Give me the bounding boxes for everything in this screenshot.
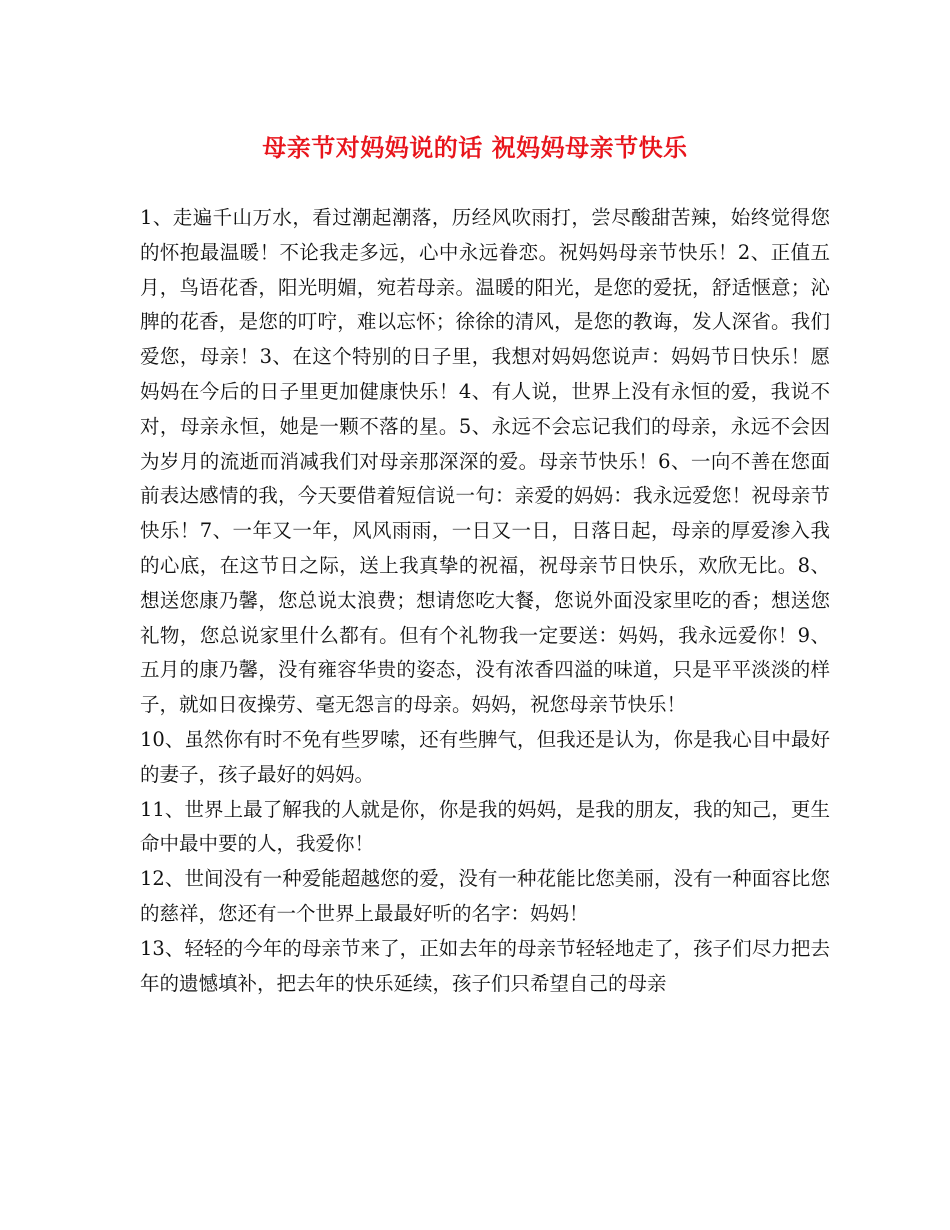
document-title: 母亲节对妈妈说的话 祝妈妈母亲节快乐	[262, 133, 688, 162]
paragraph-11: 11、世界上最了解我的人就是你，你是我的妈妈，是我的朋友，我的知己，更生命中最中要的人，我爱你！	[140, 797, 830, 856]
paragraph-12: 12、世间没有一种爱能超越您的爱，没有一种花能比您美丽，没有一种面容比您的慈祥，您还有一个世界上最最好听的名字：妈妈！	[140, 867, 830, 925]
paragraph-13: 13、轻轻的今年的母亲节来了，正如去年的母亲节轻轻地走了，孩子们尽力把去年的遗憾填补，把去年的快乐延续，孩子们只希望自己的母亲	[140, 936, 830, 995]
paragraph-10: 10、虽然你有时不免有些罗嗦，还有些脾气，但我还是认为，你是我心目中最好的妻子，孩子最好的妈妈。	[140, 727, 830, 786]
paragraph-1: 1、走遍千山万水，看过潮起潮落，历经风吹雨打，尝尽酸甜苦辣，始终觉得您的怀抱最温暖！不论我走多远，心中永远眷恋。祝妈妈母亲节快乐！2、正值五月，鸟语花香，阳光明媚，宛若母亲。温暖的阳光，是您的爱抚，舒适惬意；沁脾的花香，是您的叮咛，难以忘怀；徐徐的清风，是您的教诲，发人深省。我们爱您，母亲！3、在这个特别的日子里，我想对妈妈您说声：妈妈节日快乐！愿妈妈在今后的日子里更加健康快乐！4、有人说，世界上没有永恒的爱，我说不对，母亲永恒，她是一颗不落的星。5、永远不会忘记我们的母亲，永远不会因为岁月的流逝而消减我们对母亲那深深的爱。母亲节快乐！6、一向不善在您面前表达感情的我，今天要借着短信说一句：亲爱的妈妈：我永远爱您！祝母亲节快乐！7、一年又一年，风风雨雨，一日又一日，日落日起，母亲的厚爱渗入我的心底，在这节日之际，送上我真挚的祝福，祝母亲节日快乐，欢欣无比。8、想送您康乃馨，您总说太浪费；想请您吃大餐，您说外面没家里吃的香；想送您礼物，您总说家里什么都有。但有个礼物我一定要送：妈妈，我永远爱你！9、五月的康乃馨，没有雍容华贵的姿态，没有浓香四溢的味道，只是平平淡淡的样子，就如日夜操劳、毫无怨言的母亲。妈妈，祝您母亲节快乐！	[140, 206, 830, 717]
document-body	[140, 201, 830, 1001]
